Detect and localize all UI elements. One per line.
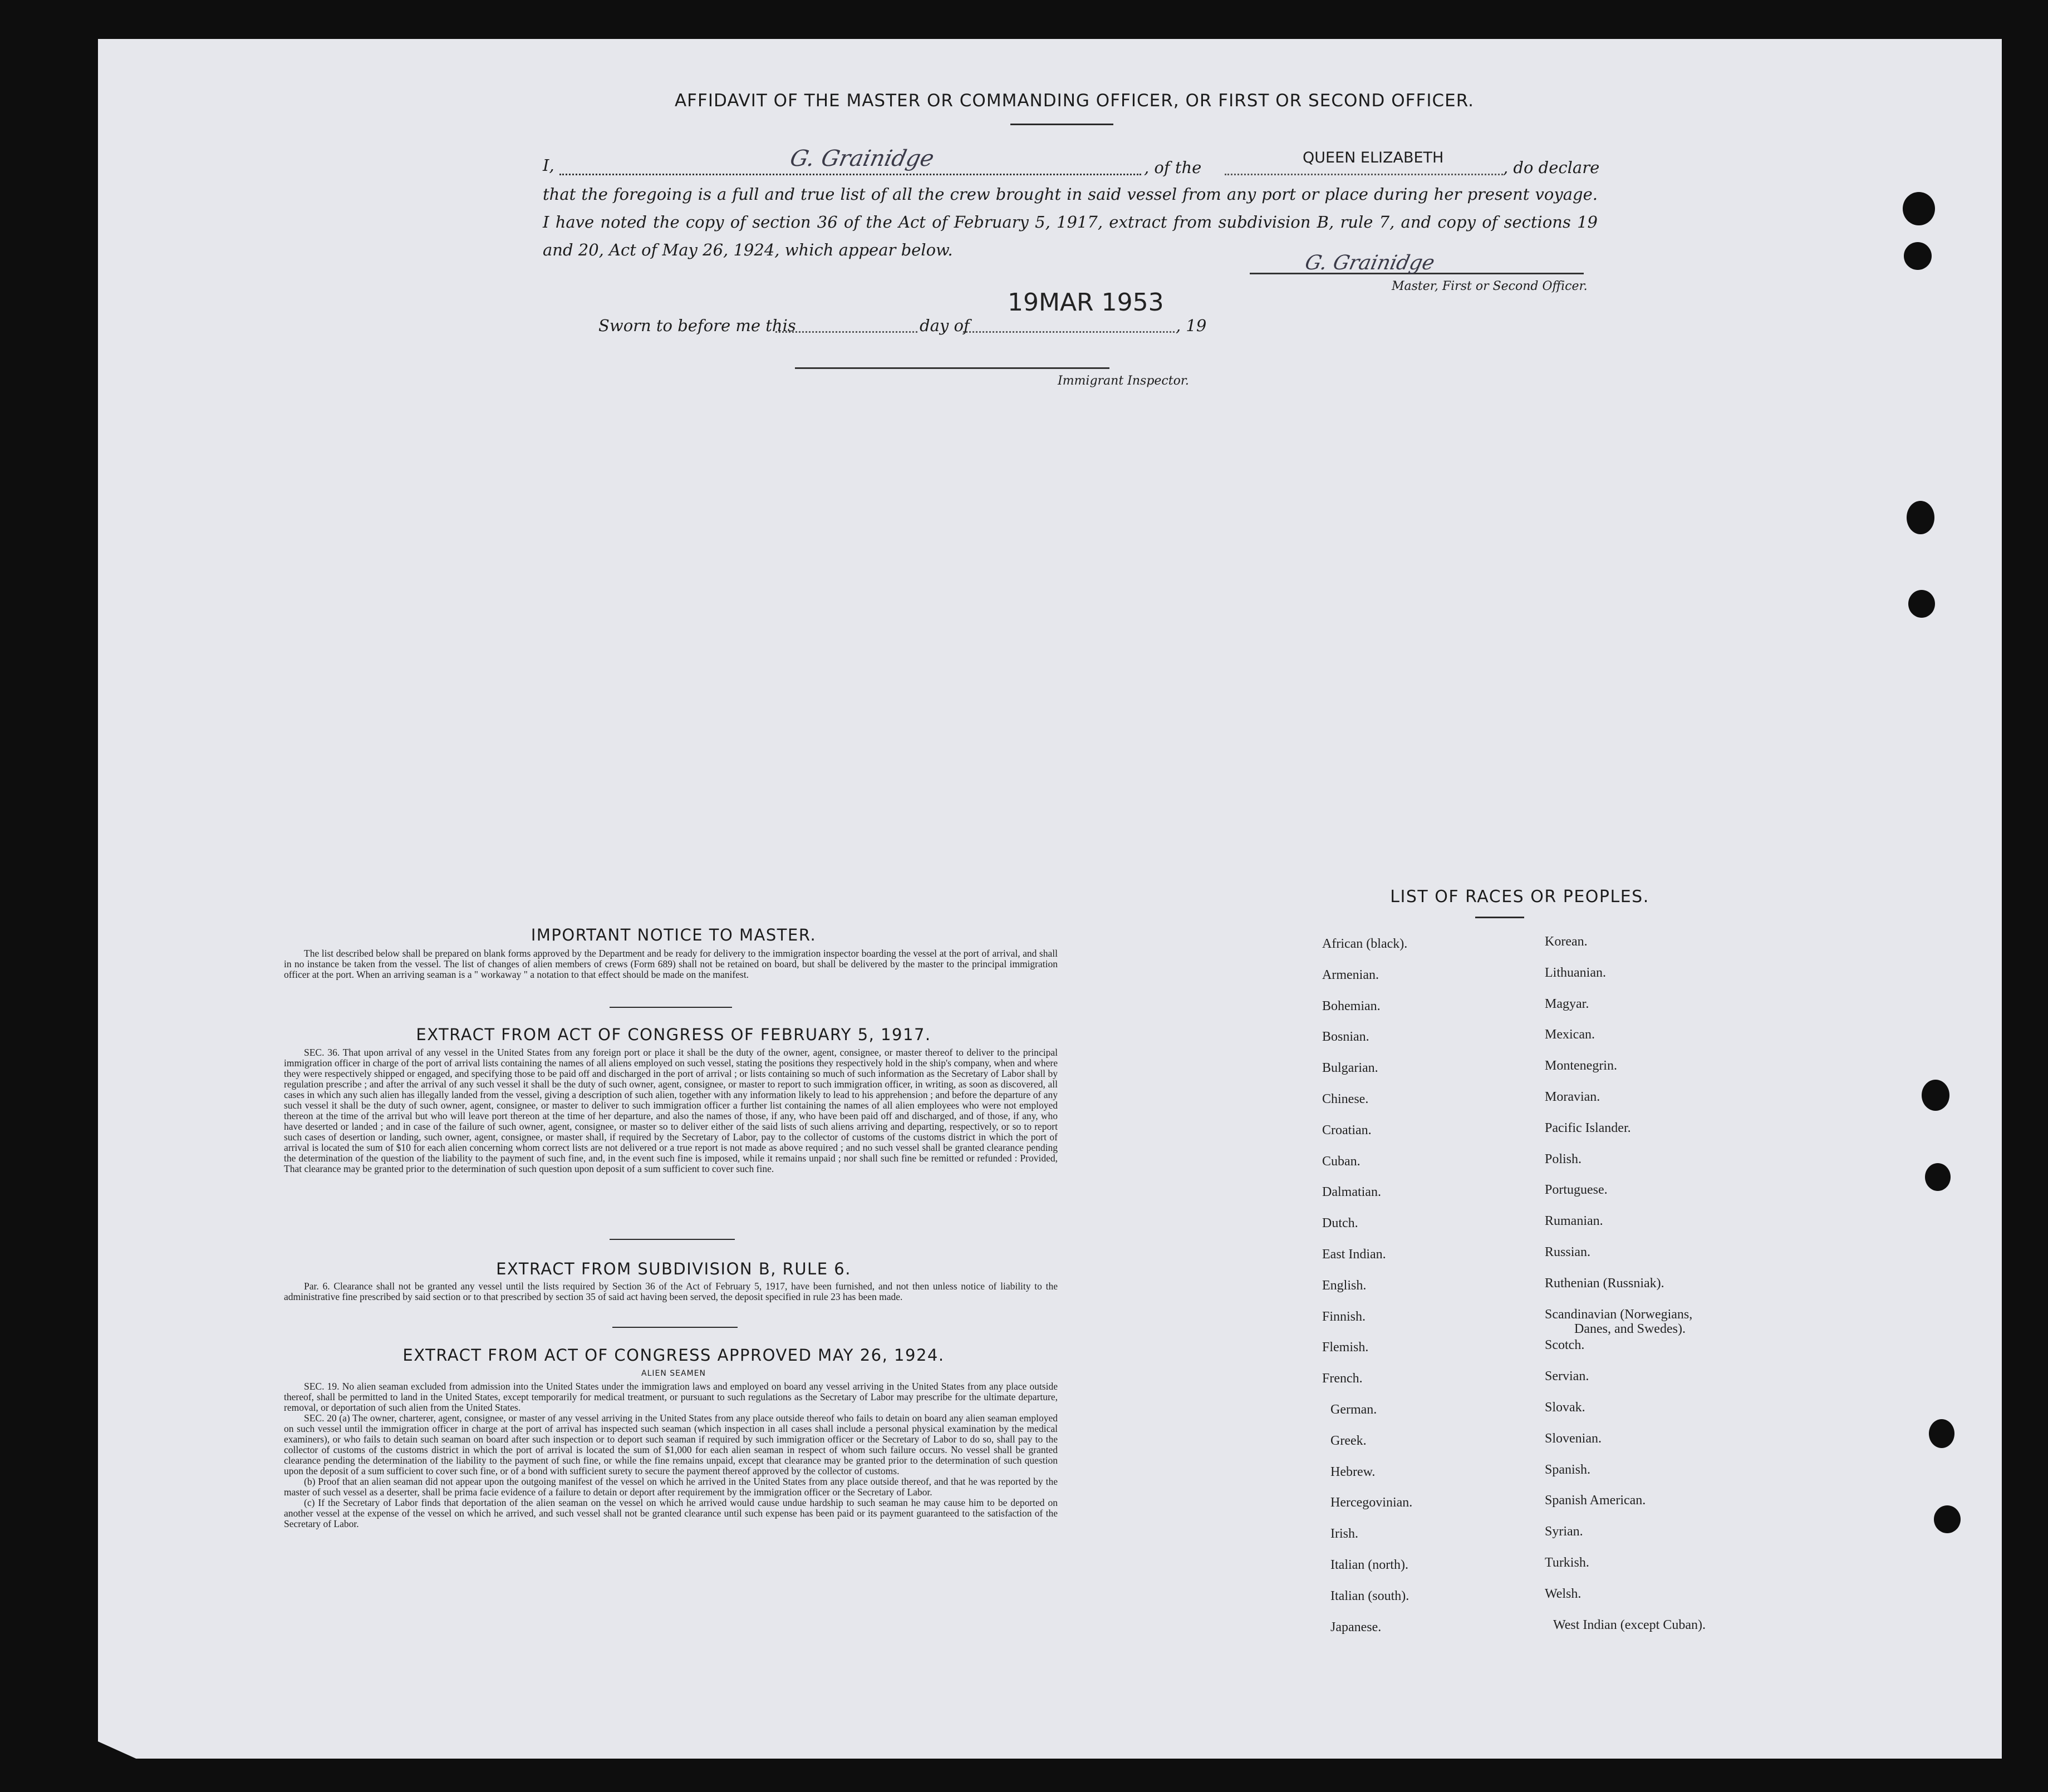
race-item: Slovenian.	[1545, 1431, 1602, 1446]
extract-1924-body	[284, 1381, 1058, 1529]
rule6-body	[284, 1281, 1058, 1302]
inspector-line	[795, 367, 1109, 369]
race-item: Croatian.	[1322, 1123, 1372, 1138]
race-item: Bosnian.	[1322, 1030, 1369, 1045]
race-item: Greek.	[1330, 1433, 1367, 1448]
race-item: Dalmatian.	[1322, 1185, 1381, 1200]
race-item: Bohemian.	[1322, 998, 1381, 1013]
divider	[610, 1239, 735, 1240]
race-item: Chinese.	[1322, 1092, 1369, 1106]
races-title-rule	[1475, 917, 1524, 918]
punch-hole	[1907, 501, 1934, 534]
race-item: Cuban.	[1322, 1154, 1361, 1169]
divider	[612, 1327, 738, 1328]
race-item: Spanish American.	[1545, 1493, 1646, 1508]
notice-paragraph: The list described below shall be prepared on blank forms approved by the Department and be ready for delivery to the immigration inspector boarding the vessel at the port of arrival, and shall in no instance be taken from the vessel. The list of changes of alien members of crews (Form 689) shall not be retained on board, but shall be delivered by the master to the principal immigration officer at the port. When an arriving seaman is a " workaway " a notation to that effect should be made on the manifest.	[284, 948, 1058, 980]
extract-1917-body	[284, 1047, 1058, 1174]
day-label: day of	[920, 316, 970, 335]
vessel-line	[1225, 174, 1503, 175]
sworn-day-line	[775, 331, 917, 333]
divider	[610, 1007, 732, 1008]
race-item: Irish.	[1330, 1527, 1358, 1542]
affidavit-body-line: and 20, Act of May 26, 1924, which appear below.	[543, 240, 953, 259]
race-item: West Indian (except Cuban).	[1553, 1617, 1706, 1632]
race-item: East Indian.	[1322, 1247, 1386, 1262]
name-signature: G. Grainidge	[788, 146, 936, 171]
punch-hole	[1922, 1080, 1949, 1111]
inspector-caption: Immigrant Inspector.	[1058, 374, 1189, 388]
punch-hole	[1904, 242, 1932, 270]
affidavit-body-line: I have noted the copy of section 36 of the Act of February 5, 1917, extract from subdivision B, rule 7, and copy of sections 19	[543, 213, 1598, 232]
race-item: Russian.	[1545, 1245, 1591, 1259]
vessel-name: QUEEN ELIZABETH	[1303, 149, 1444, 166]
declare-label: , do declare	[1503, 158, 1600, 177]
punch-hole	[1903, 192, 1935, 225]
race-item: Scandinavian (Norwegians,	[1545, 1307, 1693, 1322]
sec-20c-paragraph: (c) If the Secretary of Labor finds that deportation of the alien seaman on the vessel on which he arrived would cause undue hardship to such seaman he may cause him to be deported on another vessel at the expense of the vessel on which he arrived, and such vessel shall not be granted clearance until such expense has been paid or its payment guaranteed to the satisfaction of the Secretary of Labor.	[284, 1497, 1058, 1529]
race-item: Flemish.	[1322, 1340, 1369, 1355]
race-item: Scotch.	[1545, 1338, 1585, 1353]
race-item: Armenian.	[1322, 967, 1379, 982]
race-item: Dutch.	[1322, 1216, 1358, 1231]
race-item: Ruthenian (Russniak).	[1545, 1276, 1664, 1291]
rule6-title: EXTRACT FROM SUBDIVISION B, RULE 6.	[496, 1259, 851, 1278]
race-item: Spanish.	[1545, 1462, 1591, 1477]
race-item: Italian (north).	[1330, 1558, 1408, 1572]
sworn-label: Sworn to before me this	[598, 316, 796, 335]
races-title: LIST OF RACES OR PEOPLES.	[1390, 887, 1649, 907]
race-item: Pacific Islander.	[1545, 1120, 1631, 1135]
sec-19-paragraph: SEC. 19. No alien seaman excluded from admission into the United States under the immigration laws and employed on board any vessel arriving in the United States from any place outside thereof, shall be permitted to land in the United States, except temporarily for medical treatment, or pursuant to such regulations as the Secretary of Labor may prescribe for the ultimate departure, removal, or deportation of such alien from the United States.	[284, 1381, 1058, 1413]
race-item: African (black).	[1322, 937, 1408, 951]
race-item: Magyar.	[1545, 996, 1589, 1011]
sec-20a-paragraph: SEC. 20 (a) The owner, charterer, agent, consignee, or master of any vessel arriving in the United States from any place outside thereof who fails to detain on board any alien seaman employed on such vessel until the immigration officer in charge at the port of arrival has inspected such seaman (which inspection in all cases shall include a personal physical examination by the medical examiners), or who fails to detain such seaman on board after such inspection or to deport such seaman if required by such immigration officer or the Secretary of Labor to do so, shall pay to the collector of customs of the customs district in which the port of arrival is located the sum of $1,000 for each alien seaman in respect of whom such failure occurs. No vessel shall be granted clearance pending the determination of the liability to the payment of such fine, or while the fine remains unpaid, except that clearance may be granted prior to the determination of such question upon the deposit of a sum sufficient to cover such fine, or of a bond with sufficient surety to secure the payment thereof approved by the collector of customs.	[284, 1412, 1058, 1476]
race-item: Danes, and Swedes).	[1574, 1321, 1686, 1336]
race-item: Rumanian.	[1545, 1214, 1603, 1229]
race-item: Montenegrin.	[1545, 1059, 1617, 1074]
sec-36-paragraph: SEC. 36. That upon arrival of any vessel in the United States from any foreign port or place it shall be the duty of the owner, agent, consignee, or master thereof to deliver to the principal immigration officer in charge of the port of arrival lists containing the names of all aliens employed on such vessel, stating the positions they respectively hold in the ship's company, when and where they were respectively shipped or engaged, and specifying those to be paid off and discharged in the port of arrival ; or lists containing so much of such information as the Secretary of Labor shall by regulation prescribe ; and after the arrival of any such vessel it shall be the duty of such owner, agent, consignee, or master to report to such immigration officer, in writing, as soon as discovered, all cases in which any such alien has illegally landed from the vessel, giving a description of such alien, together with any information likely to lead to his apprehension ; and before the departure of any such vessel it shall be the duty of such owner, agent, consignee, or master to deliver to such immigration officer a further list containing the names of all alien employees who were not employed thereon at the time of the arrival but who will leave port thereon at the time of her departure, and also the names of those, if any, who have been paid off and discharged, and of those, if any, who have deserted or landed ; and in case of the failure of such owner, agent, consignee, or master so to deliver either of the said lists of such aliens arriving and departing, respectively, or so to report such cases of desertion or landing, such owner, agent, consignee, or master shall, if required by the Secretary of Labor, pay to the collector of customs of the customs district in which the port of arrival is located the sum of $10 for each alien concerning whom correct lists are not delivered or a true report is not made as above required ; and no such vessel shall be granted clearance pending the determination of the question of the liability to the payment of such fine, and, in the event such fine is imposed, while it remains unpaid ; nor shall such fine be remitted or refunded : Provided, That clearance may be granted prior to the determination of such question upon deposit of a sum sufficient to cover such fine.	[284, 1047, 1058, 1174]
i-label: I,	[543, 156, 554, 175]
affidavit-body	[543, 180, 1598, 264]
race-item: Moravian.	[1545, 1090, 1600, 1104]
affidavit-title: AFFIDAVIT OF THE MASTER OR COMMANDING OFFICER, OR FIRST OR SECOND OFFICER.	[674, 91, 1475, 111]
race-item: Servian.	[1545, 1369, 1589, 1384]
extract-1924-title: EXTRACT FROM ACT OF CONGRESS APPROVED MAY 26, 1924.	[402, 1346, 945, 1365]
alien-seamen-subtitle: ALIEN SEAMEN	[641, 1369, 706, 1378]
race-item: Portuguese.	[1545, 1183, 1608, 1198]
race-item: Korean.	[1545, 934, 1588, 949]
master-caption: Master, First or Second Officer.	[1392, 279, 1588, 293]
race-item: Lithuanian.	[1545, 965, 1606, 980]
race-item: Polish.	[1545, 1151, 1582, 1166]
race-item: Bulgarian.	[1322, 1061, 1378, 1076]
race-item: Turkish.	[1545, 1555, 1589, 1570]
par-6-paragraph: Par. 6. Clearance shall not be granted any vessel until the lists required by Section 36 of the Act of February 5, 1917, have been furnished, and not then unless notice of liability to the administrative fine prescribed by said section or to that prescribed by section 35 of said act having been served, the deposit specified in rule 23 has been made.	[284, 1281, 1058, 1302]
notice-body	[284, 948, 1058, 980]
extract-1917-title: EXTRACT FROM ACT OF CONGRESS OF FEBRUARY 5, 1917.	[416, 1025, 931, 1044]
race-item: Syrian.	[1545, 1524, 1583, 1539]
notice-title: IMPORTANT NOTICE TO MASTER.	[531, 925, 817, 944]
race-item: Finnish.	[1322, 1309, 1366, 1324]
sec-20b-paragraph: (b) Proof that an alien seaman did not appear upon the outgoing manifest of the vessel on which he arrived in the United States from any place outside thereof, and that he was reported by the master of such vessel as a deserter, shall be prima facie evidence of a failure to detain or deport after requirement by the immigration officer or the Secretary of Labor.	[284, 1476, 1058, 1498]
race-item: Japanese.	[1330, 1619, 1382, 1635]
sworn-month-line	[963, 331, 1175, 333]
punch-hole	[1925, 1163, 1951, 1191]
punch-hole	[1929, 1419, 1954, 1448]
race-item: English.	[1322, 1278, 1367, 1293]
race-item: German.	[1330, 1402, 1377, 1417]
race-item: Italian (south).	[1330, 1588, 1409, 1603]
race-item: Hebrew.	[1330, 1464, 1376, 1479]
title-rule	[1010, 124, 1113, 125]
race-item: Mexican.	[1545, 1027, 1595, 1042]
race-item: Welsh.	[1545, 1586, 1582, 1601]
punch-hole	[1908, 590, 1935, 618]
name-line	[559, 174, 1141, 175]
race-item: French.	[1322, 1371, 1363, 1386]
race-item: Slovak.	[1545, 1400, 1585, 1415]
of-label: , of the	[1144, 158, 1202, 177]
date-stamp: 19MAR 1953	[1008, 288, 1164, 317]
affidavit-body-line: that the foregoing is a full and true list of all the crew brought in said vessel from any port or place during her present voyage.	[543, 185, 1598, 204]
race-item: Hercegovinian.	[1330, 1495, 1413, 1510]
punch-hole	[1934, 1505, 1961, 1533]
year-label: , 19	[1176, 316, 1207, 335]
master-signature: G. Grainidge	[1303, 252, 1437, 274]
